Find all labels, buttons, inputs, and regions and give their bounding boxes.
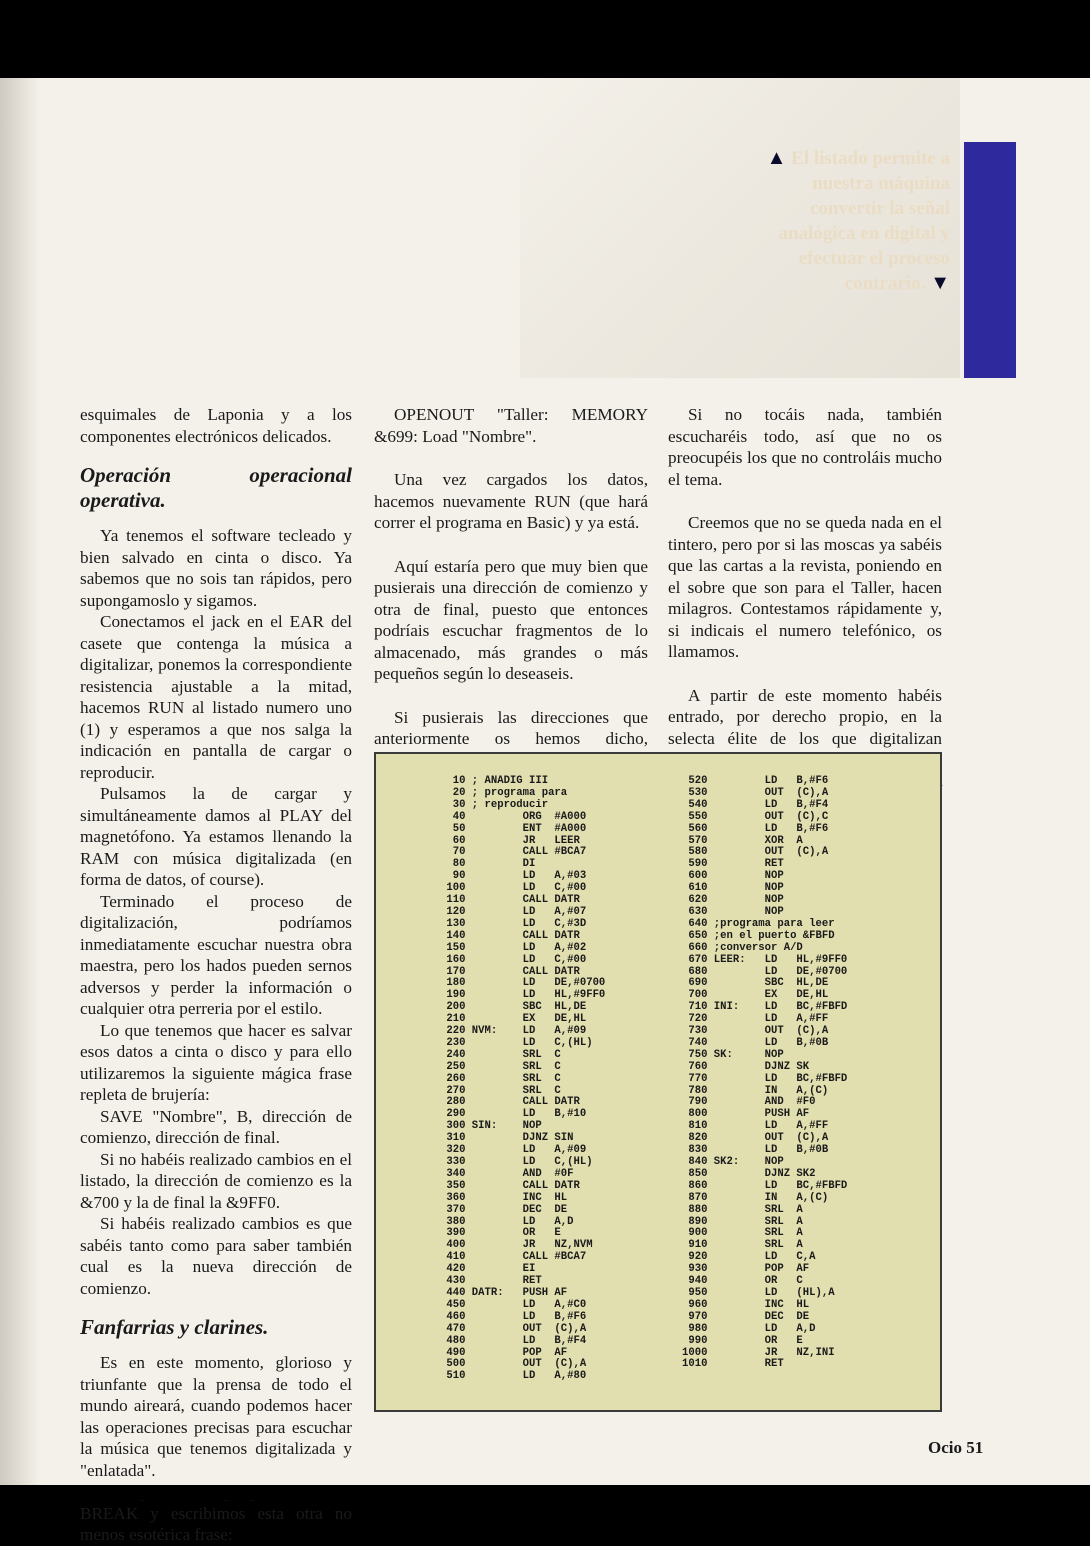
code-listing	[374, 752, 942, 1412]
paragraph: A partir de este momento habéis entrado, por derecho propio, en la selecta élite de los que digitalizan	[668, 685, 942, 748]
code-listing-right: 520 LD B,#F6 530 OUT (C),A 540 LD B,#F4 550 OUT (C),C 560 LD B,#F6 570 XOR A 580 OUT (C),A 590 RET 600 NOP 610 NOP 620 NOP 630 NOP 640 ;programa para leer 650 ;en el puerto &FBFD 660 ;conversor A/D 670 LEER: LD HL,#9FF0 680 LD DE,#0700 690 SBC HL,DE 700 EX DE,HL 710 INI: LD BC,#FBFD 720 LD A,#FF 730 OUT (C),A 740 LD B,#0B 750 SK: NOP 760 DJNZ SK 770 LD BC,#FBFD 780 IN A,(C) 790 AND #F0 800 PUSH AF 810 LD A,#FF 820 OUT (C),A 830 LD B,#0B 840 SK2: NOP 850 DJNZ SK2 860 LD BC,#FBFD 870 IN A,(C) 880 SRL A 890 SRL A 900 SRL A 910 SRL A 920 LD C,A 930 POP AF 940 OR C 950 LD (HL),A 960 INC HL 970 DEC DE 980 LD A,D 990 OR E 1000 JR NZ,INI 1010 RET	[682, 775, 848, 1371]
paragraph: Conectamos el jack en el EAR del casete que contenga la música a digitalizar, ponemos la correspondiente resistencia ajustable a la mitad, hacemos RUN al listado numero uno (1) y esperamos a que nos salga la indicación en pantalla de cargar o reproducir.	[80, 612, 352, 782]
paragraph: Aquí estaría pero que muy bien que pusierais una dirección de comienzo y otra de final, puesto que entonces podríais escuchar fragmentos de lo almacenado, más grandes o más pequeños según lo deseaseis.	[374, 556, 648, 683]
triangle-up-icon: ▲	[766, 147, 787, 169]
paragraph: Es en este momento, glorioso y triunfante que la prensa de todo el mundo aireará, cuando podemos hacer las operaciones precisas para escuchar la música que tenemos digitalizada y "enlatada".	[80, 1353, 352, 1480]
column-2	[374, 404, 648, 771]
paragraph: BREAK y escribimos esta otra no menos esotérica frase:	[80, 1503, 352, 1544]
paragraph: Si no habéis realizado cambios en el listado, la dirección de comienzo es la &700 y la de final la &9FF0.	[80, 1149, 352, 1212]
paragraph: esquimales de Laponia y a los componentes electrónicos delicados.	[80, 405, 352, 446]
paragraph: SAVE "Nombre", B, dirección de comienzo, dirección de final.	[80, 1106, 352, 1147]
section-tab	[964, 142, 1016, 378]
paragraph: Si habéis realizado cambios es que sabéis tanto como para saber también cual es la nueva dirección de comienzo.	[80, 1214, 352, 1298]
paragraph: Pulsamos la de cargar y simultáneamente damos al PLAY del magnetófono. Ya estamos llenando la RAM con música digitalizada (en forma de datos, of course).	[80, 784, 352, 889]
photo-caption	[735, 146, 950, 296]
scan-border	[0, 1485, 1090, 1500]
triangle-down-icon: ▼	[930, 272, 950, 294]
page-number: Ocio 51	[928, 1438, 984, 1457]
section-heading: Operación operacional operativa.	[80, 463, 352, 512]
caption-text: El listado permite a nuestra máquina convertir la señal analógica en digital y efectuar el proceso contrario.	[778, 148, 950, 294]
paragraph: Lo que tenemos que hacer es salvar esos datos a cinta o disco y para ello utilizaremos la siguiente mágica frase repleta de brujería:	[80, 1020, 352, 1104]
paragraph: OPENOUT "Taller: MEMORY &699: Load "Nombre".	[374, 405, 648, 446]
paragraph: Si no tocáis nada, también escucharéis todo, así que no os preocupéis los que no controláis mucho el tema.	[668, 405, 942, 489]
column-3	[668, 404, 942, 798]
code-listing-left: 10 ; ANADIG III 20 ; programa para 30 ; reproducir 40 ORG #A000 50 ENT #A000 60 JR LEER 70 CALL #BCA7 80 DI 90 LD A,#03 100 LD C,#00 110 CALL DATR 120 LD A,#07 130 LD C,#3D 140 CALL DATR 150 LD A,#02 160 LD C,#00 170 CALL DATR 180 LD DE,#0700 190 LD HL,#9FF0 200 SBC HL,DE 210 EX DE,HL 220 NVM: LD A,#09 230 LD C,(HL) 240 SRL C 250 SRL C 260 SRL C 270 SRL C 280 CALL DATR 290 LD B,#10 300 SIN: NOP 310 DJNZ SIN 320 LD A,#09 330 LD C,(HL) 340 AND #0F 350 CALL DATR 360 INC HL 370 DEC DE 380 LD A,D 390 OR E 400 JR NZ,NVM 410 CALL #BCA7 420 EI 430 RET 440 DATR: PUSH AF 450 LD A,#C0 460 LD B,#F6 470 OUT (C),A 480 LD B,#F4 490 POP AF 500 OUT (C),A 510 LD A,#80	[446, 775, 606, 1383]
paragraph: Si pusierais las direcciones que anteriormente os hemos dicho,	[374, 707, 648, 748]
paragraph: Ya tenemos el software tecleado y bien salvado en cinta o disco. Ya sabemos que no sois tan rápidos, pero supongamoslo y sigamos.	[80, 526, 352, 610]
column-1	[80, 404, 352, 1546]
paragraph: Una vez cargados los datos, hacemos nuevamente RUN (que hará correr el programa en Basic) y ya está.	[374, 470, 648, 532]
page-spine-shadow	[0, 78, 40, 1500]
paragraph: Creemos que no se queda nada en el tintero, pero por si las moscas ya sabéis que las cartas a la revista, poniendo en el sobre que son para el Taller, hacen milagros. Contestamos rápidamente y, si indicais el numero telefónico, os llamamos.	[668, 513, 942, 661]
paragraph: Terminado el proceso de digitalización, podríamos inmediatamente escuchar nuestra obra maestra, pero los hados pueden sernos adversos y perder la información o cualquier otra perreria por el estilo.	[80, 891, 352, 1018]
section-heading: Fanfarrias y clarines.	[80, 1315, 269, 1339]
